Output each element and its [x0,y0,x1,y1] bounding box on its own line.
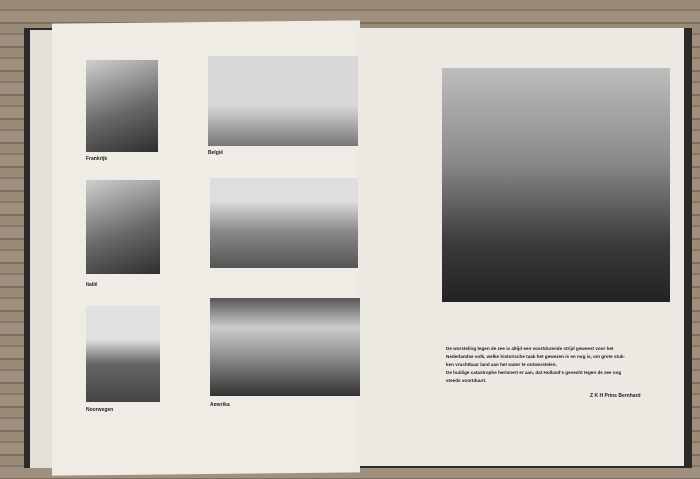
line: steeds voortduurt. [446,378,487,383]
photo-italie [86,180,160,274]
caption: Frankrijk [86,156,108,162]
photo-amerika [210,298,360,396]
photo-noorwegen [86,306,160,402]
line: De huidige catastrophe herinnert er aan, dat Holland's gevecht tegen de zee nog [446,370,622,375]
quote-paragraph [446,345,671,385]
page-edges [30,30,54,468]
photo-belgie [208,56,358,146]
caption: Italië [86,282,98,288]
caption: Amerika [210,402,230,408]
line: ken vruchtbaar land aan het water te ontworstelen. [446,362,557,367]
caption: Noorwegen [86,407,114,413]
caption: België [208,150,224,156]
line: Nederlandse volk, welke historische taak het gewezen is en nog is, om grote stuk- [446,354,625,359]
photo-frankrijk [86,60,158,152]
photo-town-square [210,178,358,268]
signature: Z K H Prins Bernhard [590,393,641,399]
photo-helicopter [442,68,670,302]
line: De worsteling tegen de zee is altijd een voortdurende strijd geweest voor het [446,346,614,351]
